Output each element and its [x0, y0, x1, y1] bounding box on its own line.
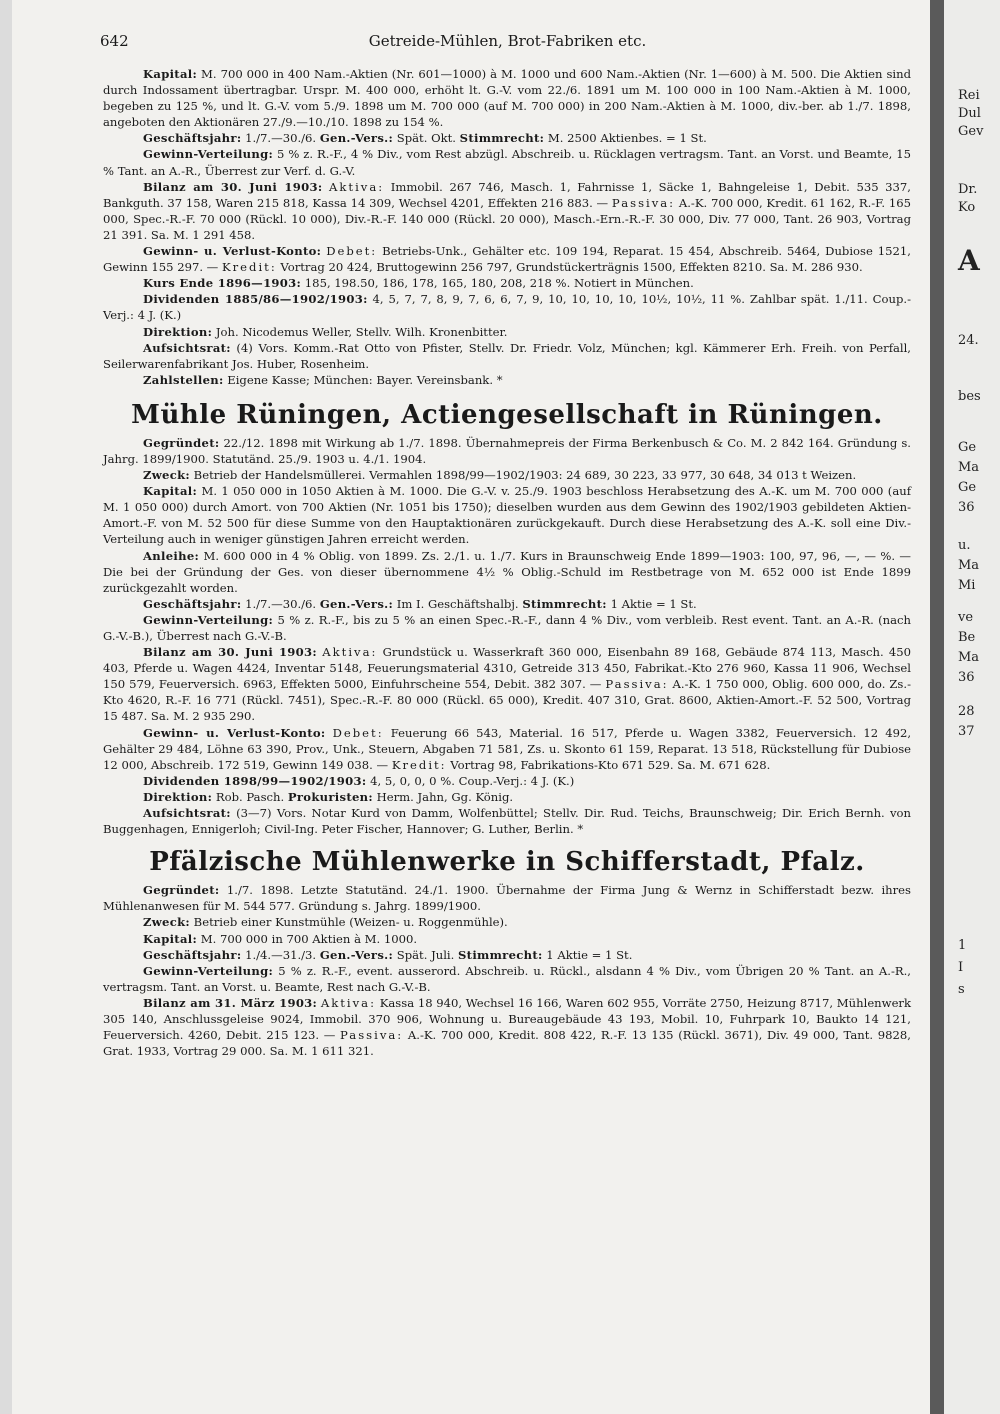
adjacent-page-edge — [944, 0, 1000, 1414]
field-label: Zweck: — [143, 468, 190, 483]
field-text: M. 2500 Aktienbes. = 1 St. — [544, 131, 707, 146]
entry-bilanz — [103, 644, 911, 724]
margin-fragment: Mi — [958, 578, 976, 593]
field-sublabel: Debet: — [326, 244, 378, 259]
entry-gegruendet — [103, 435, 911, 467]
field-label: Kapital: — [143, 484, 198, 499]
field-text: Betriebs-Unk., Gehälter etc. 109 194, Reparat. 15 454, Abschreib. 5464, Dubiose 1521, Gewinn 155 297. — — [103, 244, 911, 275]
field-text: Spät. Okt. — [393, 131, 460, 146]
field-text: 5 % z. R.-F., event. ausserord. Abschreib. u. Rückl., alsdann 4 % Div., vom Übrigen 20 % Tant. an A.-R., vertragsm. Tant. an Vorst. u. Beamte, Rest nach G.-V.-B. — [103, 963, 911, 994]
entry-gegruendet — [103, 882, 911, 914]
field-text: (3—7) Vors. Notar Kurd von Damm, Wolfenbüttel; Stellv. Dir. Rud. Teichs, Braunschweig; Dir. Erich Bernh. von Buggenhagen, Ennigerloh; Civil-Ing. Peter Fischer, Hannover; G. Luther, Berlin. * — [103, 806, 911, 837]
field-text: 22./12. 1898 mit Wirkung ab 1./7. 1898. Übernahmepreis der Firma Berkenbusch & Co. M. 2 842 164. Gründung s. Jahrg. 1899/1900. Statutänd. 25./9. 1903 u. 4./1. 1904. — [103, 435, 911, 466]
field-label: Bilanz am 31. März 1903: — [143, 995, 318, 1010]
field-text: 1./4.—31./3. — [241, 947, 320, 962]
field-sublabel: Passiva: — [611, 195, 676, 210]
field-label: Stimmrecht: — [522, 596, 607, 611]
entry-gewinn-verlust — [103, 243, 911, 275]
margin-fragment: u. — [958, 538, 971, 553]
entry-gewinn-verteilung — [103, 612, 911, 644]
field-text: 1./7.—30./6. — [241, 596, 320, 611]
field-label: Anleihe: — [143, 548, 200, 563]
page-number: 642 — [100, 32, 129, 50]
field-label: Kurs Ende 1896—1903: — [143, 276, 302, 291]
field-text: Betrieb der Handelsmüllerei. Vermahlen 1898/99—1902/1903: 24 689, 30 223, 33 977, 30 648, 34 013 t Weizen. — [190, 468, 857, 483]
field-label: Geschäftsjahr: — [143, 131, 242, 146]
field-text: M. 1 050 000 in 1050 Aktien à M. 1000. Die G.-V. v. 25./9. 1903 beschloss Herabsetzung des A.-K. um M. 700 000 (auf M. 1 050 000) durch Amort. von 700 Aktien (Nr. 1051 bis 1750); dieselben wurden aus dem Gewinn des 1902/1903 gebildeten Aktien-Amort.-F. von M. 52 500 für diese Summe von den Hauptaktionären zurückgekauft. Durch diese Herabsetzung des A.-K. soll eine Div.-Verteilung auch in weniger günstigen Jahren erreicht werden. — [103, 484, 911, 547]
field-text: Vortrag 98, Fabrikations-Kto 671 529. Sa. M. 671 628. — [446, 757, 771, 772]
field-text: A.-K. 1 750 000, Oblig. 600 000, do. Zs.-Kto 4620, R.-F. 16 771 (Rückl. 7451), Spec.-R.-F. 80 000 (Rückl. 65 000), Kredit. 407 310, Grat. 8600, Aktien-Amort.-F. 52 500, Vortrag 15 487. Sa. M. 2 935 290. — [103, 677, 911, 724]
field-sublabel: Kredit: — [391, 757, 447, 772]
entry-meta — [103, 947, 911, 963]
field-sublabel: Aktiva: — [322, 645, 378, 660]
field-label: Direktion: — [143, 324, 213, 339]
entry-bilanz — [103, 179, 911, 243]
margin-fragment: 1 — [958, 938, 967, 953]
field-text: 1./7.—30./6. — [241, 131, 320, 146]
entry-meta — [103, 596, 911, 612]
field-label: Gewinn-Verteilung: — [143, 963, 274, 978]
field-text: 1 Aktie = 1 St. — [606, 596, 697, 611]
field-text: Kassa 18 940, Wechsel 16 166, Waren 602 955, Vorräte 2750, Heizung 8717, Mühlenwerk 305 140, Anschlussgeleise 9024, Immobil. 370 906, Wohnung u. Bureaugebäude 43 193, Mobil. 10, Fuhrpark 10, Baukto 14 121, Feuerversich. 4260, Debit. 215 123. — — [103, 995, 911, 1043]
field-label: Aufsichtsrat: — [143, 340, 231, 355]
margin-fragment: I — [958, 960, 964, 975]
field-label: Direktion: — [143, 789, 213, 804]
field-text: Vortrag 20 424, Bruttogewinn 256 797, Grundstückerträgnis 1500, Effekten 8210. Sa. M. 286 930. — [276, 260, 863, 275]
margin-fragment: 36 — [958, 500, 975, 515]
field-text: 4, 5, 7, 7, 8, 9, 7, 6, 6, 7, 9, 10, 10, 10, 10, 10½, 10½, 11 %. Zahlbar spät. 1./11. Coup.-Verj.: 4 J. (K.) — [103, 292, 911, 323]
field-label: Aufsichtsrat: — [143, 806, 231, 821]
margin-fragment: 36 — [958, 670, 975, 685]
page-gutter — [930, 0, 944, 1414]
entry-gewinn-verlust — [103, 725, 911, 773]
field-sublabel: Kredit: — [221, 260, 277, 275]
entry-direktion — [103, 789, 911, 805]
entry-dividenden — [103, 773, 911, 789]
field-sublabel: Passiva: — [605, 677, 669, 692]
field-text: A.-K. 700 000, Kredit. 61 162, R.-F. 165 000, Spec.-R.-F. 70 000 (Rückl. 10 000), Div.-R.-F. 140 000 (Rückl. 20 000), Masch.-Ern.-R.-F. 30 000, Div. 77 000, Tant. 26 903, Vortrag 21 391. Sa. M. 1 291 458. — [103, 195, 911, 242]
field-label: Gewinn-Verteilung: — [143, 612, 274, 627]
margin-fragment: Dr. — [958, 182, 978, 197]
field-label: Gewinn-Verteilung: — [143, 147, 274, 162]
entry-kapital — [103, 66, 911, 130]
field-text: M. 700 000 in 400 Nam.-Aktien (Nr. 601—1000) à M. 1000 und 600 Nam.-Aktien (Nr. 1—600) à M. 500. Die Aktien sind durch Indossament übertragbar. Urspr. M. 400 000, erhöht lt. G.-V. vom 22./6. 1891 um M. 100 000 in 100 Nam.-Aktien à M. 1000, begeben zu 125 %, und lt. G.-V. vom 5./9. 1898 um M. 700 000 (auf M. 700 000) in 200 Nam.-Aktien à M. 1000, div.-ber. ab 1./7. 1898, angeboten den Aktionären 27./9.—10./10. 1898 zu 154 %. — [103, 67, 911, 130]
field-text: Immobil. 267 746, Masch. 1, Fahrnisse 1, Säcke 1, Bahngeleise 1, Debit. 535 337, Bankguth. 37 158, Waren 215 818, Kassa 14 309, Wechsel 4201, Effekten 216 883. — — [103, 179, 911, 210]
margin-fragment: Ge — [958, 440, 977, 455]
entry-aufsichtsrat — [103, 805, 911, 837]
margin-fragment: Gev — [958, 124, 984, 139]
field-text: Herm. Jahn, Gg. König. — [372, 789, 514, 804]
field-text: (4) Vors. Komm.-Rat Otto von Pfister, Stellv. Dr. Friedr. Volz, München; kgl. Kämmerer Erh. Freih. von Perfall, Seilerwarenfabrikant Jos. Huber, Rosenheim. — [103, 340, 911, 371]
margin-fragment: 37 — [958, 724, 975, 739]
field-label: Gen.-Vers.: — [319, 947, 394, 962]
margin-fragment: A — [958, 244, 980, 277]
field-sublabel: Aktiva: — [329, 179, 385, 194]
field-text: 185, 198.50, 186, 178, 165, 180, 208, 218 %. Notiert in München. — [301, 276, 694, 291]
page-header — [100, 32, 915, 54]
running-head: Getreide-Mühlen, Brot-Fabriken etc. — [368, 32, 647, 50]
margin-fragment: Be — [958, 630, 976, 645]
margin-fragment: Dul — [958, 106, 981, 121]
field-label: Dividenden 1885/86—1902/1903: — [143, 292, 368, 307]
page-body — [103, 66, 911, 1059]
field-label: Stimmrecht: — [459, 131, 545, 146]
field-text: Grundstück u. Wasserkraft 360 000, Eisenbahn 89 168, Gebäude 874 113, Masch. 450 403, Pferde u. Wagen 4424, Inventar 5148, Feuerungsmaterial 4310, Getreide 313 450, Fabrikat.-Kto 276 960, Kassa 11 906, Wechsel 150 579, Feuerversich. 6963, Effekten 5000, Einfuhrscheine 554, Debit. 382 307. — — [103, 645, 912, 692]
field-label: Prokuristen: — [287, 789, 373, 804]
margin-fragment: Ma — [958, 558, 980, 573]
field-label: Gewinn- u. Verlust-Konto: — [143, 244, 322, 259]
field-label: Gen.-Vers.: — [319, 131, 394, 146]
margin-fragment: s — [958, 982, 965, 997]
field-text: Im I. Geschäftshalbj. — [393, 596, 523, 611]
field-label: Gegründet: — [143, 883, 220, 898]
field-label: Gewinn- u. Verlust-Konto: — [143, 725, 326, 740]
field-text: 1./7. 1898. Letzte Statutänd. 24./1. 1900. Übernahme der Firma Jung & Wernz in Schifferstadt bezw. ihres Mühlenanwesen für M. 544 577. Gründung s. Jahrg. 1899/1900. — [103, 883, 911, 914]
field-label: Zweck: — [143, 915, 190, 930]
field-label: Stimmrecht: — [458, 947, 543, 962]
entry-kapital — [103, 931, 911, 947]
margin-fragment: ve — [958, 610, 974, 625]
entry-bilanz — [103, 995, 911, 1059]
entry-gewinn-verteilung — [103, 146, 911, 178]
field-label: Geschäftsjahr: — [143, 596, 242, 611]
margin-fragment: Ma — [958, 460, 980, 475]
field-text: Eigene Kasse; München: Bayer. Vereinsbank. * — [223, 372, 503, 387]
field-text: Joh. Nicodemus Weller, Stellv. Wilh. Kronenbitter. — [212, 324, 508, 339]
field-label: Kapital: — [143, 67, 198, 81]
company-title: Pfälzische Mühlenwerke in Schifferstadt, Pfalz. — [149, 847, 865, 878]
field-text: 5 % z. R.-F., 4 % Div., vom Rest abzügl. Abschreib. u. Rücklagen vertragsm. Tant. an Vorst. und Beamte, 15 % Tant. an A.-R., Überrest zur Verf. d. G.-V. — [103, 147, 911, 178]
entry-zweck — [103, 914, 911, 930]
entry-aufsichtsrat — [103, 340, 911, 372]
entry-dividenden — [103, 291, 911, 323]
field-text: Spät. Juli. — [393, 947, 458, 962]
field-text: M. 700 000 in 700 Aktien à M. 1000. — [197, 931, 418, 946]
field-text: M. 600 000 in 4 % Oblig. von 1899. Zs. 2./1. u. 1./7. Kurs in Braunschweig Ende 1899—1903: 100, 97, 96, —, — %. — Die bei der Gründung der Ges. von dieser übernommene 4½ % Oblig.-Schuld im Restbetrage von M. 652 000 ist Ende 1899 zurückgezahlt worden. — [103, 548, 911, 595]
field-label: Geschäftsjahr: — [143, 947, 242, 962]
margin-fragment: Ma — [958, 650, 980, 665]
field-text: 1 Aktie = 1 St. — [542, 947, 633, 962]
field-label: Gegründet: — [143, 435, 220, 450]
field-text: Rob. Pasch. — [212, 789, 288, 804]
field-label: Bilanz am 30. Juni 1903: — [143, 645, 317, 660]
entry-zahlstellen — [103, 372, 911, 388]
company-title: Mühle Rüningen, Actiengesellschaft in Rüningen. — [131, 399, 883, 430]
entry-meta — [103, 130, 911, 146]
field-label: Bilanz am 30. Juni 1903: — [143, 179, 323, 194]
field-label: Gen.-Vers.: — [319, 596, 394, 611]
field-label: Zahlstellen: — [143, 372, 224, 387]
field-label: Dividenden 1898/99—1902/1903: — [143, 773, 367, 788]
margin-fragment: Ge — [958, 480, 977, 495]
field-text: A.-K. 700 000, Kredit. 808 422, R.-F. 13 135 (Rückl. 3671), Div. 49 000, Tant. 9828, Grat. 1933, Vortrag 29 000. Sa. M. 1 611 321. — [103, 1028, 911, 1059]
margin-fragment: 24. — [958, 333, 979, 348]
entry-anleihe — [103, 548, 911, 596]
field-text: Betrieb einer Kunstmühle (Weizen- u. Roggenmühle). — [190, 915, 508, 930]
margin-fragment: Ko — [958, 200, 976, 215]
margin-fragment: bes — [958, 389, 981, 404]
margin-fragment: 28 — [958, 704, 975, 719]
field-text: 5 % z. R.-F., bis zu 5 % an einen Spec.-R.-F., dann 4 % Div., vom verbleib. Rest event. Tant. an A.-R. (nach G.-V.-B.), Überrest nach G.-V.-B. — [103, 612, 911, 643]
field-label: Kapital: — [143, 931, 198, 946]
entry-direktion — [103, 324, 911, 340]
entry-zweck — [103, 467, 911, 483]
field-sublabel: Aktiva: — [320, 995, 376, 1010]
entry-kapital — [103, 483, 911, 547]
margin-fragment: Rei — [958, 88, 980, 103]
entry-kurs — [103, 275, 911, 291]
field-text: 4, 5, 0, 0, 0 %. Coup.-Verj.: 4 J. (K.) — [366, 773, 575, 788]
field-text: Feuerung 66 543, Material. 16 517, Pferde u. Wagen 3382, Feuerversich. 12 492, Gehälter 29 484, Löhne 63 390, Prov., Unk., Steuern, Abgaben 71 581, Zs. u. Skonto 61 159, Reparat. 13 518, Rückstellung für Dubiose 12 000, Abschreib. 172 519, Gewinn 149 038. — — [103, 725, 912, 772]
field-sublabel: Passiva: — [340, 1028, 404, 1043]
field-sublabel: Debet: — [332, 725, 384, 740]
entry-gewinn-verteilung — [103, 963, 911, 995]
